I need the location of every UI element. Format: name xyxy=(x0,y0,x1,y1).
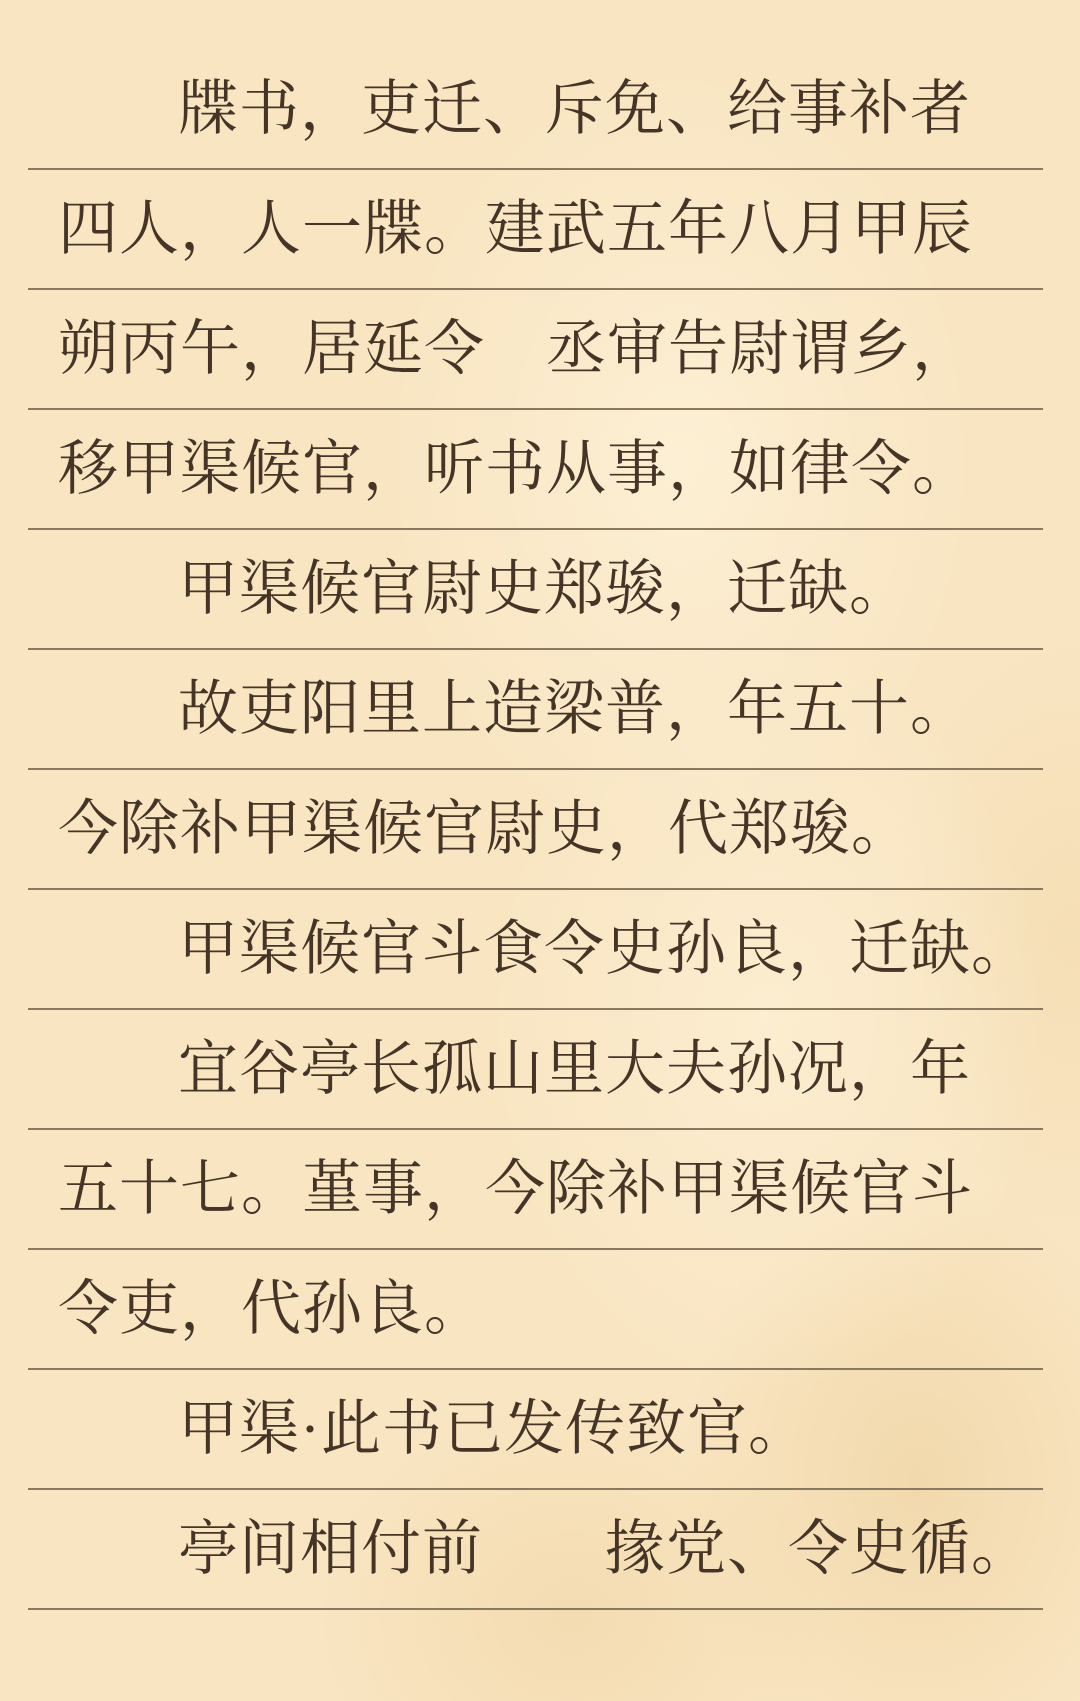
text-line: 令吏，代孙良。 xyxy=(28,1250,1043,1370)
text-line: 四人，人一牒。建武五年八月甲辰 xyxy=(28,170,1043,290)
text-line: 朔丙午，居延令 丞审告尉谓乡， xyxy=(28,290,1043,410)
text-line: 亭间相付前 掾党、令史循。 xyxy=(28,1490,1043,1610)
text-line: 牒书，吏迁、斥免、给事补者 xyxy=(28,50,1043,170)
text-line: 宜谷亭长孤山里大夫孙况，年 xyxy=(28,1010,1043,1130)
text-line: 五十七。堇事，今除补甲渠候官斗 xyxy=(28,1130,1043,1250)
text-line: 故吏阳里上造梁普，年五十。 xyxy=(28,650,1043,770)
text-block xyxy=(28,50,1043,1610)
text-line: 移甲渠候官，听书从事，如律令。 xyxy=(28,410,1043,530)
text-line: 甲渠·此书已发传致官。 xyxy=(28,1370,1043,1490)
text-line: 甲渠候官斗食令史孙良，迁缺。 xyxy=(28,890,1043,1010)
text-line: 甲渠候官尉史郑骏，迁缺。 xyxy=(28,530,1043,650)
text-line: 今除补甲渠候官尉史，代郑骏。 xyxy=(28,770,1043,890)
